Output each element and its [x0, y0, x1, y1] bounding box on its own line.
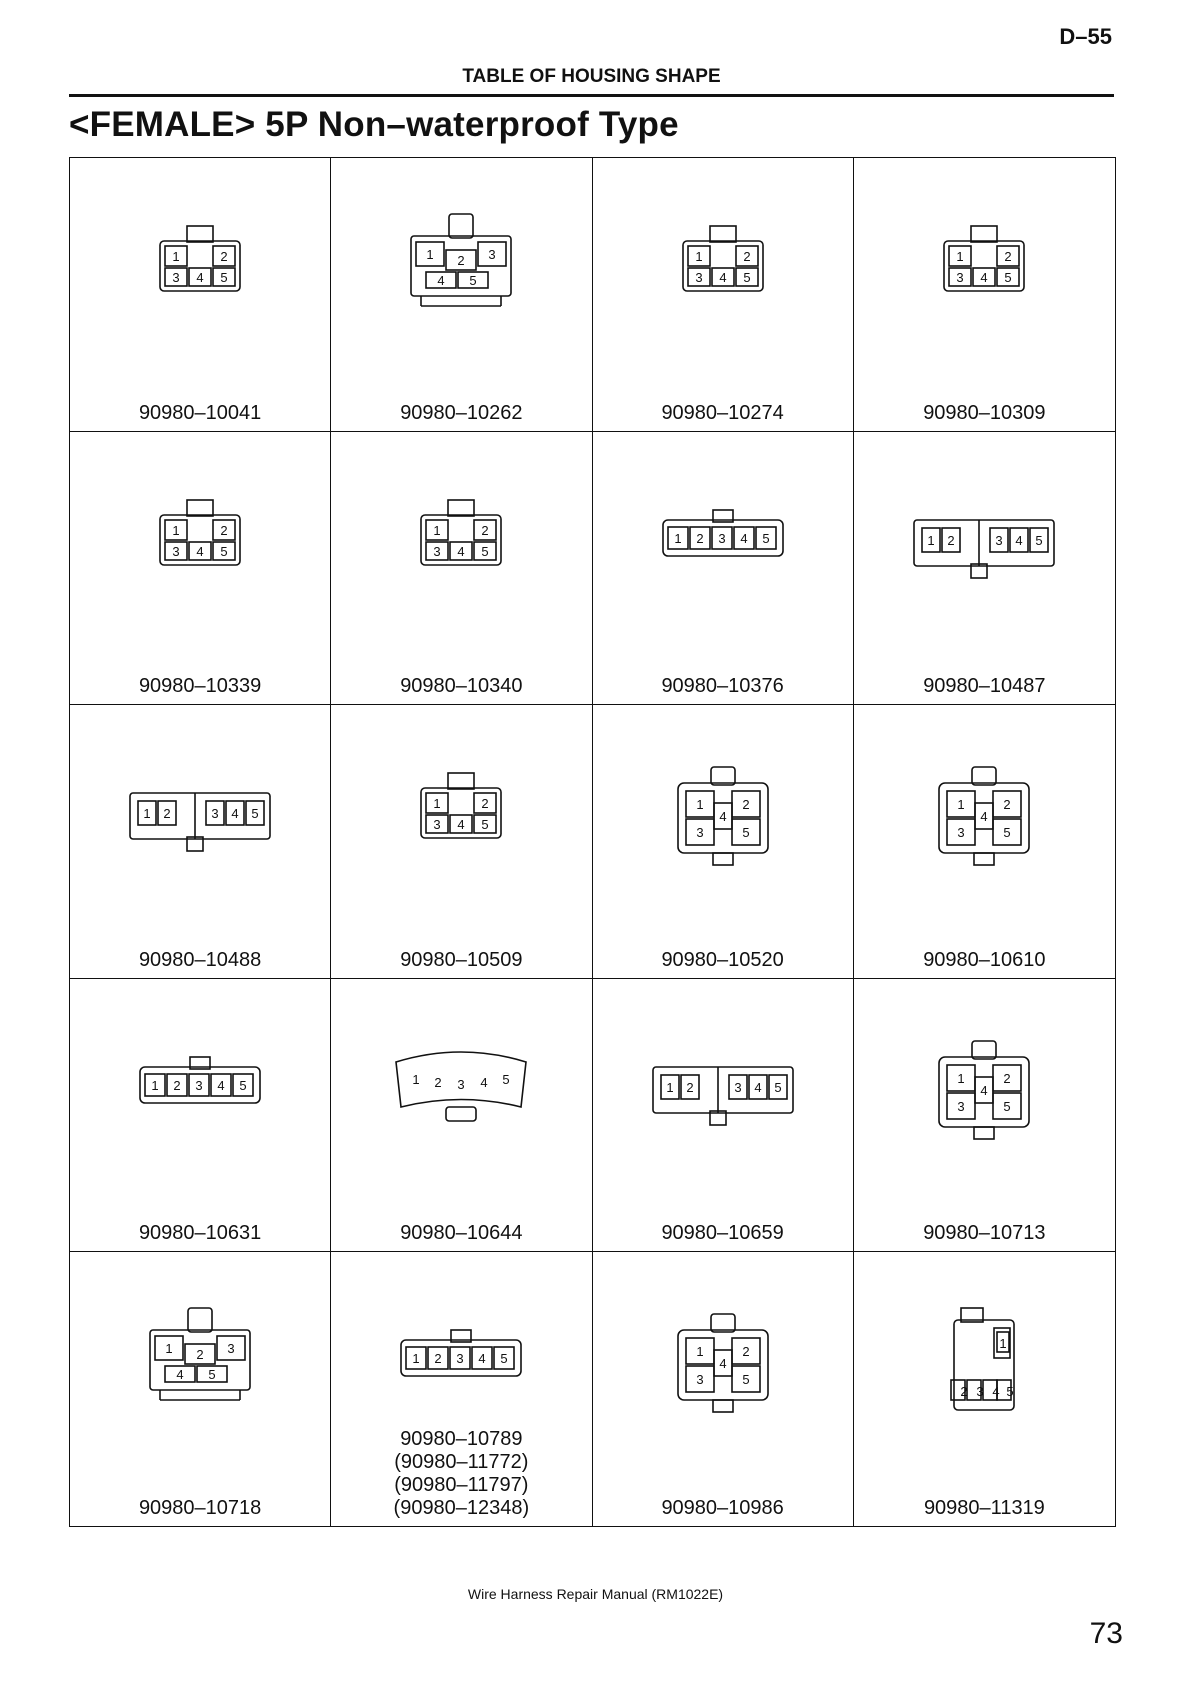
part-number: 90980–10340 — [400, 675, 523, 698]
pin-label-1: 1 — [999, 1336, 1007, 1352]
part-number: (90980–12348) — [393, 1497, 530, 1519]
part-number-list — [593, 1222, 853, 1245]
pin-label-5: 5 — [774, 1079, 782, 1095]
pin-label-1: 1 — [172, 522, 180, 538]
pin-label-3: 3 — [696, 825, 704, 841]
part-number-list — [70, 1497, 330, 1520]
connector-housing-drawing — [899, 1027, 1069, 1157]
pin-label-1: 1 — [957, 797, 965, 813]
pin-label-2: 2 — [1003, 797, 1011, 813]
connector-diagram — [115, 753, 285, 883]
connector-diagram — [115, 480, 285, 610]
part-number-list — [854, 949, 1115, 972]
pin-label-4: 4 — [980, 809, 988, 825]
connector-cell — [593, 1252, 854, 1526]
pin-label-4: 4 — [719, 809, 727, 825]
part-number-list — [593, 1497, 853, 1520]
connector-housing-drawing — [638, 480, 808, 610]
pin-label-3: 3 — [976, 1384, 984, 1400]
pin-label-3: 3 — [433, 817, 441, 833]
pin-label-4: 4 — [719, 270, 727, 285]
pin-label-3: 3 — [211, 806, 219, 822]
pin-label-5: 5 — [502, 1071, 510, 1087]
pin-label-3: 3 — [734, 1079, 742, 1095]
connector-housing-drawing — [376, 753, 546, 883]
pin-label-4: 4 — [457, 817, 465, 833]
connector-diagram — [376, 753, 546, 883]
connector-cell — [854, 158, 1115, 432]
pin-label-1: 1 — [433, 796, 441, 812]
part-number: (90980–11772) — [394, 1451, 529, 1473]
pin-label-4: 4 — [480, 1074, 488, 1090]
part-number: (90980–11797) — [394, 1474, 529, 1496]
connector-diagram — [115, 206, 285, 336]
section-code: D–55 — [1059, 24, 1112, 49]
pin-label-3: 3 — [957, 825, 965, 841]
part-number: 90980–10339 — [138, 675, 262, 698]
pin-label-4: 4 — [196, 270, 204, 285]
part-number: 90980–10713 — [923, 1222, 1046, 1245]
part-number: 90980–10309 — [923, 401, 1046, 424]
connector-cell — [593, 432, 854, 706]
connector-housing-drawing — [899, 480, 1069, 610]
connector-cell — [70, 158, 331, 432]
pin-label-3: 3 — [172, 543, 180, 559]
part-number: 90980–10262 — [400, 401, 523, 424]
pin-label-4: 4 — [992, 1384, 1000, 1400]
pin-label-4: 4 — [437, 273, 445, 288]
pin-label-5: 5 — [1003, 825, 1011, 841]
part-number-list — [70, 1222, 330, 1245]
pin-label-1: 1 — [956, 249, 964, 264]
connector-cell — [593, 705, 854, 979]
connector-housing-drawing — [115, 753, 285, 883]
connector-housing-drawing — [376, 480, 546, 610]
pin-label-4: 4 — [176, 1367, 184, 1383]
connector-housing-drawing — [899, 206, 1069, 336]
pin-label-5: 5 — [239, 1077, 247, 1093]
part-number: 90980–11319 — [923, 1497, 1045, 1519]
pin-label-5: 5 — [251, 806, 259, 822]
pin-label-4: 4 — [478, 1351, 486, 1367]
part-number-list — [854, 402, 1115, 425]
pin-label-4: 4 — [719, 1356, 727, 1372]
connector-housing-drawing — [899, 753, 1069, 883]
connector-diagram — [899, 206, 1069, 336]
pin-label-5: 5 — [208, 1367, 216, 1383]
part-number-list — [331, 1222, 591, 1245]
pin-label-1: 1 — [426, 247, 434, 262]
part-number-list — [854, 1222, 1115, 1245]
connector-diagram — [115, 1027, 285, 1157]
connector-housing-drawing — [638, 753, 808, 883]
pin-label-2: 2 — [1004, 249, 1012, 264]
pin-label-1: 1 — [165, 1341, 173, 1357]
pin-label-1: 1 — [172, 249, 180, 264]
header-rule — [69, 94, 1114, 97]
connector-diagram — [376, 1300, 546, 1430]
pin-label-2: 2 — [481, 796, 489, 812]
pin-label-1: 1 — [666, 1079, 674, 1095]
connector-cell — [854, 1252, 1115, 1526]
part-number: 90980–10487 — [923, 675, 1046, 698]
connector-diagram — [899, 1300, 1069, 1430]
pin-label-2: 2 — [743, 249, 751, 264]
connector-cell — [593, 158, 854, 432]
pin-label-3: 3 — [718, 530, 726, 546]
connector-cell — [70, 1252, 331, 1526]
pin-label-1: 1 — [143, 806, 151, 822]
part-number: 90980–10718 — [138, 1497, 262, 1519]
pin-label-5: 5 — [743, 270, 751, 285]
part-number: 90980–10509 — [400, 948, 523, 971]
part-number: 90980–10659 — [661, 1222, 784, 1245]
connector-housing-drawing — [899, 1300, 1069, 1430]
pin-label-5: 5 — [1003, 1098, 1011, 1114]
pin-label-5: 5 — [220, 270, 228, 285]
pin-label-2: 2 — [742, 797, 750, 813]
pin-label-5: 5 — [1006, 1384, 1014, 1400]
connector-diagram — [899, 753, 1069, 883]
part-number-list — [331, 949, 591, 972]
connector-cell — [70, 979, 331, 1253]
connector-housing-drawing — [638, 1027, 808, 1157]
pin-label-4: 4 — [980, 1082, 988, 1098]
page-title: <FEMALE> 5P Non–waterproof Type — [69, 105, 679, 144]
pin-label-2: 2 — [696, 530, 704, 546]
part-number: 90980–10789 — [400, 1428, 523, 1450]
pin-label-4: 4 — [754, 1079, 762, 1095]
pin-label-4: 4 — [217, 1077, 225, 1093]
pin-label-1: 1 — [696, 1344, 704, 1360]
pin-label-1: 1 — [927, 532, 935, 548]
part-number: 90980–10274 — [661, 401, 784, 424]
pin-label-2: 2 — [960, 1384, 968, 1400]
connector-diagram — [899, 1027, 1069, 1157]
pin-label-1: 1 — [433, 522, 441, 538]
connector-diagram — [376, 480, 546, 610]
pin-label-2: 2 — [220, 249, 228, 264]
pin-label-3: 3 — [956, 270, 964, 285]
pin-label-1: 1 — [695, 249, 703, 264]
pin-label-2: 2 — [434, 1351, 442, 1367]
pin-label-4: 4 — [196, 543, 204, 559]
connector-housing-drawing — [115, 1300, 285, 1430]
connector-diagram — [638, 1027, 808, 1157]
connector-housing-drawing — [638, 1300, 808, 1430]
pin-label-3: 3 — [696, 1372, 704, 1388]
connector-diagram — [638, 480, 808, 610]
connector-diagram — [638, 753, 808, 883]
pin-label-5: 5 — [1035, 532, 1043, 548]
connector-diagram — [376, 206, 546, 336]
connector-housing-drawing — [376, 206, 546, 336]
connector-diagram — [115, 1300, 285, 1430]
part-number: 90980–10520 — [661, 948, 784, 971]
connector-diagram — [638, 1300, 808, 1430]
part-number-list — [331, 402, 591, 425]
pin-label-4: 4 — [1015, 532, 1023, 548]
connector-housing-drawing — [638, 206, 808, 336]
footer-manual-name: Wire Harness Repair Manual (RM1022E) — [467, 1586, 724, 1602]
pin-label-1: 1 — [151, 1077, 159, 1093]
pin-label-4: 4 — [740, 530, 748, 546]
part-number: 90980–10610 — [923, 948, 1046, 971]
connector-cell — [593, 979, 854, 1253]
part-number: 90980–10631 — [138, 1222, 262, 1245]
pin-label-3: 3 — [456, 1351, 464, 1367]
pin-label-4: 4 — [980, 270, 988, 285]
pin-label-2: 2 — [163, 806, 171, 822]
pin-label-5: 5 — [481, 817, 489, 833]
pin-label-1: 1 — [412, 1351, 420, 1367]
part-number-list — [70, 949, 330, 972]
connector-cell — [854, 979, 1115, 1253]
connector-cell — [331, 432, 592, 706]
pin-label-3: 3 — [433, 543, 441, 559]
pin-label-4: 4 — [457, 543, 465, 559]
part-number: 90980–10644 — [400, 1222, 523, 1245]
pin-label-5: 5 — [469, 273, 477, 288]
connector-cell — [331, 705, 592, 979]
pin-label-1: 1 — [412, 1071, 420, 1087]
part-number: 90980–10488 — [138, 948, 262, 971]
pin-label-2: 2 — [173, 1077, 181, 1093]
pin-label-3: 3 — [227, 1341, 235, 1357]
connector-cell — [70, 705, 331, 979]
part-number-list — [593, 675, 853, 698]
part-number-list — [70, 402, 330, 425]
pin-label-2: 2 — [947, 532, 955, 548]
connector-housing-drawing — [115, 206, 285, 336]
connector-diagram — [376, 1027, 546, 1157]
pin-label-5: 5 — [1004, 270, 1012, 285]
pin-label-3: 3 — [195, 1077, 203, 1093]
pin-label-5: 5 — [500, 1351, 508, 1367]
pin-label-1: 1 — [674, 530, 682, 546]
pin-label-2: 2 — [742, 1344, 750, 1360]
part-number-list — [331, 675, 591, 698]
running-head: TABLE OF HOUSING SHAPE — [462, 66, 721, 87]
part-number-list — [593, 402, 853, 425]
pin-label-2: 2 — [196, 1347, 204, 1363]
connector-housing-drawing — [115, 1027, 285, 1157]
connector-housing-drawing — [376, 1300, 546, 1430]
pin-label-1: 1 — [696, 797, 704, 813]
pin-label-2: 2 — [686, 1079, 694, 1095]
part-number-list — [70, 675, 330, 698]
pin-label-3: 3 — [172, 270, 180, 285]
connector-cell — [331, 158, 592, 432]
connector-housing-drawing — [115, 480, 285, 610]
page-number: 73 — [1089, 1617, 1123, 1650]
part-number-list — [854, 675, 1115, 698]
pin-label-3: 3 — [695, 270, 703, 285]
pin-label-5: 5 — [742, 1372, 750, 1388]
housing-shape-table — [69, 157, 1116, 1527]
part-number-list — [593, 949, 853, 972]
connector-housing-drawing — [376, 1027, 546, 1157]
part-number-list — [854, 1497, 1115, 1520]
pin-label-2: 2 — [220, 522, 228, 538]
connector-cell — [331, 979, 592, 1253]
pin-label-3: 3 — [457, 1076, 465, 1092]
pin-label-3: 3 — [488, 247, 496, 262]
pin-label-2: 2 — [434, 1074, 442, 1090]
pin-label-5: 5 — [220, 543, 228, 559]
pin-label-2: 2 — [481, 522, 489, 538]
connector-cell — [854, 432, 1115, 706]
connector-diagram — [899, 480, 1069, 610]
part-number: 90980–10041 — [138, 401, 262, 424]
pin-label-3: 3 — [957, 1098, 965, 1114]
connector-cell — [70, 432, 331, 706]
connector-cell — [854, 705, 1115, 979]
part-number: 90980–10986 — [661, 1497, 784, 1519]
pin-label-3: 3 — [995, 532, 1003, 548]
part-number: 90980–10376 — [661, 675, 784, 698]
pin-label-5: 5 — [742, 825, 750, 841]
connector-cell — [331, 1252, 592, 1526]
pin-label-2: 2 — [457, 253, 465, 268]
pin-label-4: 4 — [231, 806, 239, 822]
pin-label-1: 1 — [957, 1070, 965, 1086]
pin-label-5: 5 — [481, 543, 489, 559]
pin-label-5: 5 — [762, 530, 770, 546]
part-number-list — [331, 1428, 591, 1520]
connector-diagram — [638, 206, 808, 336]
pin-label-2: 2 — [1003, 1070, 1011, 1086]
